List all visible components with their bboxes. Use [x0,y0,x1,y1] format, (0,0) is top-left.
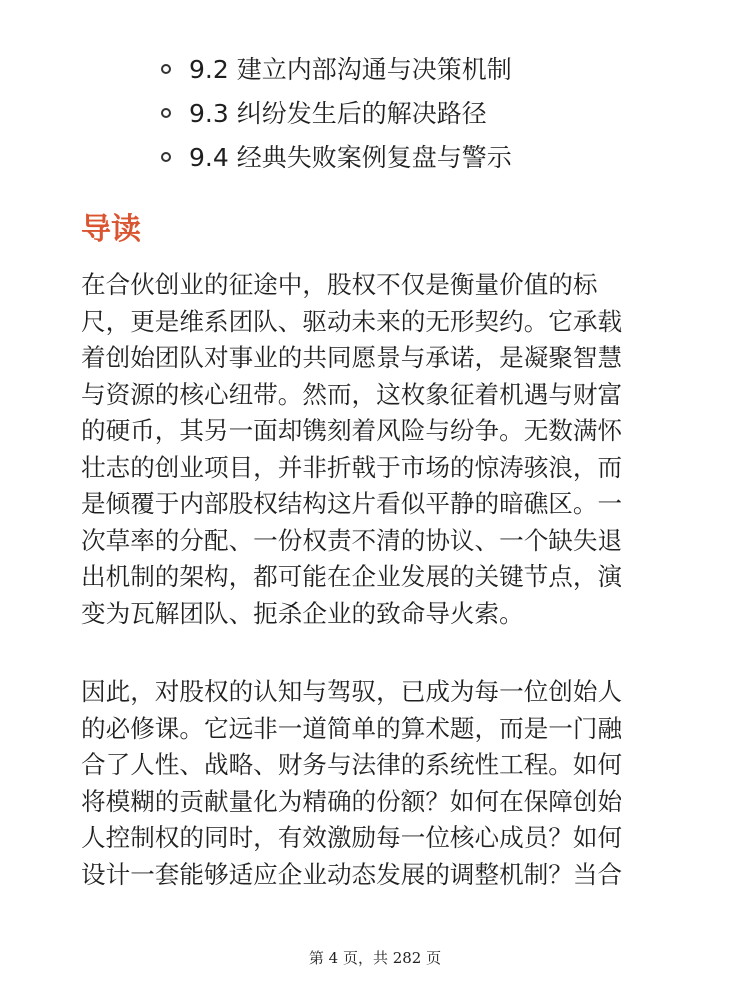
text-line: 变为瓦解团队、扼杀企业的致命导火索。 [81,598,524,628]
circle-bullet-icon [161,152,171,162]
text-line: 尺，更是维系团队、驱动未来的无形契约。它承载 [81,306,623,336]
text-line: 壮志的创业项目，并非折戟于市场的惊涛骇浪，而 [81,452,623,482]
toc-item-9-3[interactable] [0,92,750,136]
text-line: 与资源的核心纽带。然而，这枚象征着机遇与财富 [81,379,623,409]
circle-bullet-icon [161,64,171,74]
toc-item-label: 9.2 建立内部沟通与决策机制 [189,55,512,84]
toc-item-9-2[interactable] [0,48,750,92]
toc-item-label: 9.3 纠纷发生后的解决路径 [189,99,487,128]
page-number-footer: 第 4 页，共 282 页 [308,949,442,967]
table-of-contents-list [0,48,750,180]
toc-item-label: 9.4 经典失败案例复盘与警示 [189,143,512,172]
body-paragraph-1 [81,267,681,632]
section-heading: 导读 [81,212,141,247]
text-line: 次草率的分配、一份权责不清的协议、一个缺失退 [81,525,623,555]
circle-bullet-icon [161,108,171,118]
text-line: 出机制的架构，都可能在企业发展的关键节点，演 [81,562,623,591]
text-line: 在合伙创业的征途中，股权不仅是衡量价值的标 [81,270,598,299]
text-line: 人控制权的同时，有效激励每一位核心成员？如何 [81,823,623,852]
body-paragraph-2 [81,674,681,893]
text-line: 合了人性、战略、财务与法律的系统性工程。如何 [81,750,623,779]
toc-item-9-4[interactable] [0,136,750,180]
text-line: 将模糊的贡献量化为精确的份额？如何在保障创始 [81,786,623,816]
text-line: 设计一套能够适应企业动态发展的调整机制？当合 [81,859,623,889]
text-line: 因此，对股权的认知与驾驭，已成为每一位创始人 [81,677,623,706]
text-line: 是倾覆于内部股权结构这片看似平静的暗礁区。一 [81,489,623,518]
text-line: 着创始团队对事业的共同愿景与承诺，是凝聚智慧 [81,343,623,372]
text-line: 的硬币，其另一面却镌刻着风险与纷争。无数满怀 [81,416,623,445]
text-line: 的必修课。它远非一道简单的算术题，而是一门融 [81,713,623,743]
